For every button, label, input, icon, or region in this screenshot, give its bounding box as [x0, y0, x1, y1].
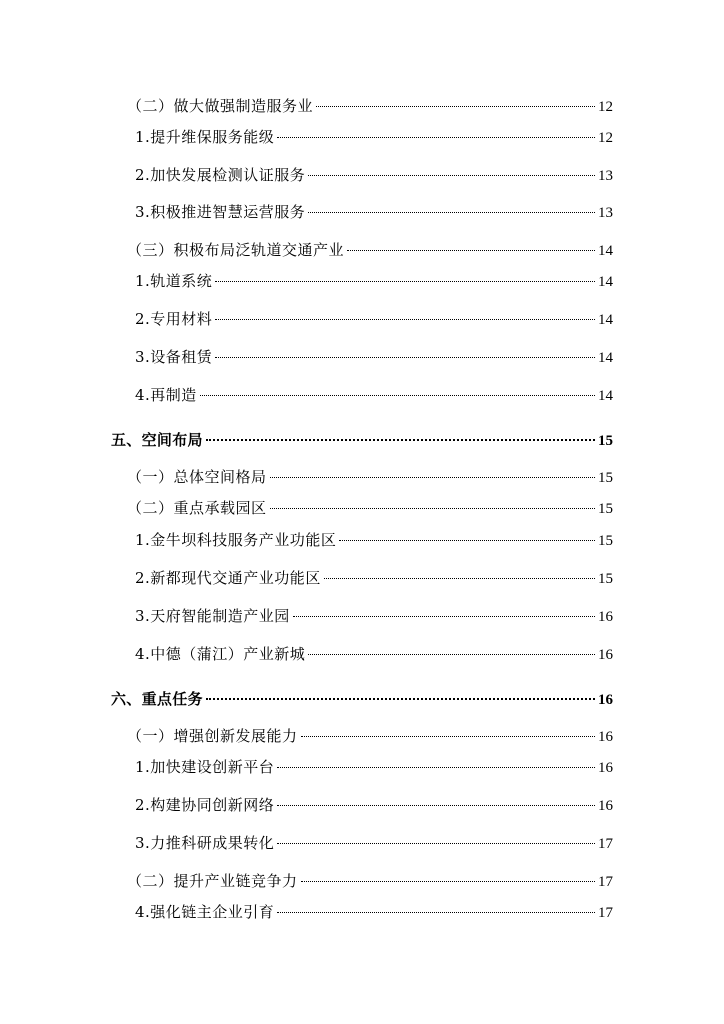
toc-entry-chapter[interactable] [111, 690, 613, 709]
toc-entry-title: （一）增强创新发展能力 [127, 727, 298, 745]
toc-dot-leader [270, 508, 595, 509]
toc-dot-leader [324, 578, 595, 579]
toc-entry-title: 2.构建协同创新网络 [135, 796, 275, 814]
toc-entry-page: 14 [598, 350, 613, 366]
toc-dot-leader [277, 843, 595, 844]
toc-entry-title: 3.天府智能制造产业园 [135, 607, 290, 625]
toc-entry-title: （二）做大做强制造服务业 [127, 97, 314, 115]
toc-dot-leader [347, 250, 595, 251]
toc-entry-title: 2.加快发展检测认证服务 [135, 166, 306, 184]
toc-entry-title: （一）总体空间格局 [127, 468, 267, 486]
toc-entry-item[interactable] [135, 348, 613, 367]
toc-entry-title: （二）重点承载园区 [127, 499, 267, 517]
toc-dot-leader [215, 281, 595, 282]
toc-entry-title: 2.新都现代交通产业功能区 [135, 569, 321, 587]
toc-entry-title: 1.金牛坝科技服务产业功能区 [135, 531, 337, 549]
toc-entry-page: 15 [598, 433, 613, 449]
toc-dot-leader [316, 106, 595, 107]
toc-entry-page: 16 [598, 647, 613, 663]
toc-entry-section[interactable] [127, 241, 613, 260]
toc-entry-section[interactable] [127, 468, 613, 487]
toc-entry-section[interactable] [127, 872, 613, 891]
toc-dot-leader [270, 477, 595, 478]
toc-entry-item[interactable] [135, 645, 613, 664]
toc-entry-page: 12 [598, 99, 613, 115]
toc-entry-title: 六、重点任务 [111, 690, 203, 708]
toc-dot-leader [200, 395, 595, 396]
toc-entry-page: 15 [598, 470, 613, 486]
toc-entry-item[interactable] [135, 128, 613, 147]
toc-entry-section[interactable] [127, 727, 613, 746]
toc-entry-item[interactable] [135, 607, 613, 626]
toc-dot-leader [277, 912, 595, 913]
toc-entry-item[interactable] [135, 796, 613, 815]
toc-entry-title: （二）提升产业链竞争力 [127, 872, 298, 890]
toc-entry-title: 3.设备租赁 [135, 348, 213, 366]
toc-entry-page: 16 [598, 798, 613, 814]
toc-entry-item[interactable] [135, 903, 613, 922]
toc-entry-title: 4.再制造 [135, 386, 197, 404]
toc-entry-title: 1.提升维保服务能级 [135, 128, 275, 146]
toc-entry-page: 16 [598, 692, 613, 708]
toc-dot-leader [206, 439, 595, 441]
toc-entry-page: 16 [598, 760, 613, 776]
toc-entry-section[interactable] [127, 499, 613, 518]
toc-dot-leader [308, 212, 595, 213]
toc-entry-title: 五、空间布局 [111, 431, 203, 449]
toc-entry-page: 13 [598, 205, 613, 221]
toc-entry-page: 12 [598, 130, 613, 146]
toc-entry-item[interactable] [135, 203, 613, 222]
toc-dot-leader [301, 881, 595, 882]
toc-entry-page: 14 [598, 312, 613, 328]
toc-entry-page: 13 [598, 168, 613, 184]
toc-entry-page: 16 [598, 729, 613, 745]
toc-dot-leader [277, 137, 595, 138]
toc-dot-leader [215, 319, 595, 320]
toc-entry-title: （三）积极布局泛轨道交通产业 [127, 241, 345, 259]
toc-entry-page: 14 [598, 388, 613, 404]
toc-entry-page: 15 [598, 533, 613, 549]
toc-entry-page: 17 [598, 905, 613, 921]
toc-entry-item[interactable] [135, 166, 613, 185]
toc-entry-page: 16 [598, 609, 613, 625]
toc-entry-page: 14 [598, 243, 613, 259]
toc-dot-leader [277, 767, 595, 768]
toc-entry-item[interactable] [135, 758, 613, 777]
toc-entry-page: 15 [598, 571, 613, 587]
toc-entry-title: 3.力推科研成果转化 [135, 834, 275, 852]
toc-dot-leader [293, 616, 595, 617]
toc-entry-item[interactable] [135, 834, 613, 853]
toc-entry-page: 14 [598, 274, 613, 290]
toc-entry-item[interactable] [135, 310, 613, 329]
toc-entry-section[interactable] [127, 97, 613, 116]
toc-dot-leader [339, 540, 595, 541]
toc-dot-leader [206, 698, 595, 700]
toc-dot-leader [308, 175, 595, 176]
toc-entry-page: 17 [598, 874, 613, 890]
toc-entry-item[interactable] [135, 569, 613, 588]
toc-dot-leader [301, 736, 595, 737]
toc-dot-leader [308, 654, 595, 655]
toc-dot-leader [277, 805, 595, 806]
toc-entry-item[interactable] [135, 386, 613, 405]
toc-entry-title: 3.积极推进智慧运营服务 [135, 203, 306, 221]
toc-dot-leader [215, 357, 595, 358]
toc-entry-title: 1.加快建设创新平台 [135, 758, 275, 776]
toc-entry-page: 17 [598, 836, 613, 852]
toc-entry-page: 15 [598, 501, 613, 517]
toc-entry-title: 4.强化链主企业引育 [135, 903, 275, 921]
toc-entry-title: 2.专用材料 [135, 310, 213, 328]
toc-entry-title: 1.轨道系统 [135, 272, 213, 290]
toc-entry-title: 4.中德（蒲江）产业新城 [135, 645, 306, 663]
toc-entry-item[interactable] [135, 272, 613, 291]
toc-entry-item[interactable] [135, 531, 613, 550]
toc-entry-chapter[interactable] [111, 431, 613, 450]
